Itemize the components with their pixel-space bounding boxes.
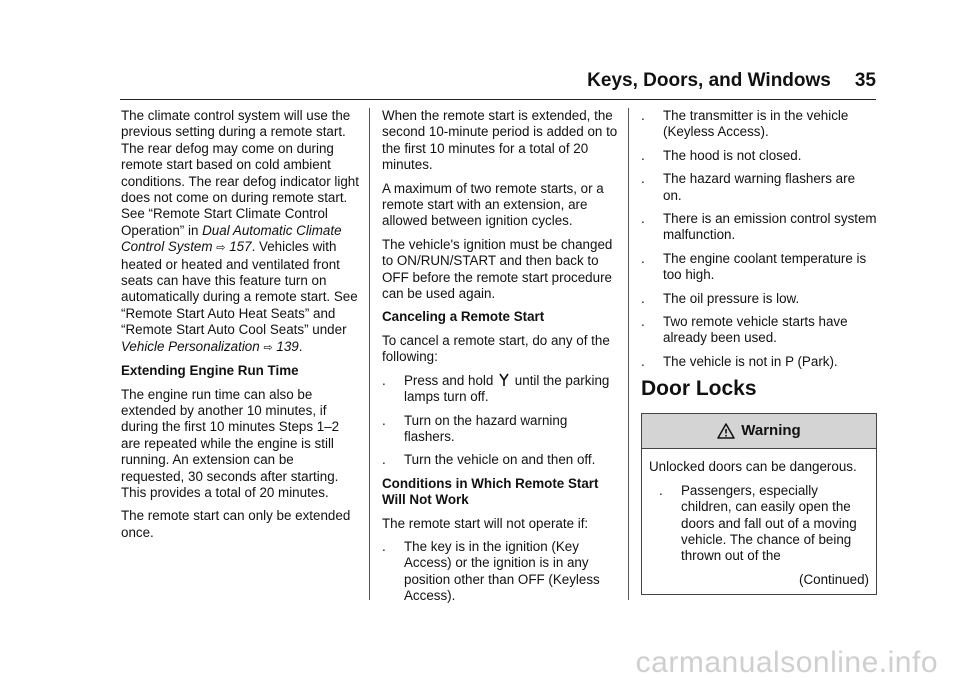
- warning-box: [641, 413, 877, 595]
- list-item: . Turn the vehicle on and then off.: [382, 452, 596, 468]
- column-divider: [628, 108, 629, 600]
- paragraph: When the remote start is extended, the second 10-minute period is added on to the first 10 minutes for a total of 20 minutes.: [382, 108, 618, 173]
- warning-body: [642, 449, 876, 594]
- page-number: 35: [854, 70, 876, 91]
- remote-start-icon: [499, 373, 509, 387]
- paragraph: The vehicle's ignition must be changed to ON/RUN/START and then back to OFF before the remote start procedure can be used again.: [382, 236, 613, 302]
- paragraph: The remote start will not operate if:: [382, 515, 589, 531]
- header-rule: [120, 99, 876, 100]
- list-item: . The key is in the ignition (Key Access) or the ignition is in any position other than OFF (Keyless Access).: [382, 538, 600, 604]
- warning-intro: Unlocked doors can be dangerous.: [649, 459, 857, 475]
- list-item: . The vehicle is not in P (Park).: [641, 353, 838, 369]
- list-item: . The hazard warning flashers are on.: [641, 171, 856, 203]
- list-item: . Passengers, especially children, can easily open the doors and fall out of a moving vehicle. The chance of being thrown out of the: [659, 482, 857, 564]
- list-item: . Turn on the hazard warning flashers.: [382, 412, 568, 444]
- paragraph: The climate control system will use the previous setting during a remote start. The rear defog may come on during remote start based on cold ambient conditions. The rear defog indicator light does not come on during remote start. See “Remote Start Climate Control Operation” in Dual Automatic Climate Control System ⇨ 157. Vehicles with heated or heated and ventilated front seats can have this feature turn on automatically during a remote start. See “Remote Start Auto Heat Seats” and “Remote Start Auto Cool Seats” under Vehicle Personalization ⇨ 139.: [121, 108, 359, 354]
- column-2: [382, 108, 618, 612]
- page-ref-arrow-icon: ⇨: [216, 242, 226, 255]
- list-item: . The oil pressure is low.: [641, 290, 800, 306]
- xref-climate-control[interactable]: Dual Automatic Climate Control System ⇨ 157: [121, 222, 342, 255]
- section-title: Keys, Doors, and Windows: [587, 70, 831, 91]
- section-heading-door-locks: Door Locks: [641, 377, 757, 401]
- page-ref-arrow-icon: ⇨: [263, 341, 273, 354]
- column-divider: [369, 108, 370, 600]
- paragraph: The engine run time can also be extended by another 10 minutes, if during the first 10 minutes Steps 1–2 are repeated while the engine is still running. An extension can be requested, 30 seconds after starting. This provides a total of 20 minutes.: [121, 386, 340, 500]
- warning-header: [642, 414, 876, 449]
- subheading-canceling: Canceling a Remote Start: [382, 309, 545, 325]
- list-item: . Press and hold until the parking lamps turn off.: [382, 372, 610, 405]
- list-item: . Two remote vehicle starts have already been used.: [641, 314, 848, 346]
- subheading-conditions: Conditions in Which Remote Start Will Not Work: [382, 475, 599, 508]
- list-item: . There is an emission control system malfunction.: [641, 211, 877, 243]
- column-3: [641, 108, 877, 595]
- list-item: . The engine coolant temperature is too high.: [641, 250, 867, 283]
- paragraph: To cancel a remote start, do any of the following:: [382, 332, 610, 365]
- column-1: [121, 108, 359, 548]
- paragraph: A maximum of two remote starts, or a remote start with an extension, are allowed between ignition cycles.: [382, 180, 604, 229]
- list-item: . The transmitter is in the vehicle (Keyless Access).: [641, 108, 849, 140]
- warning-title: Warning: [741, 422, 801, 440]
- list-item: . The hood is not closed.: [641, 147, 802, 163]
- warning-icon: [717, 423, 735, 439]
- paragraph: The remote start can only be extended once.: [121, 508, 351, 540]
- page-header: [0, 70, 876, 92]
- watermark: carmanualsonline.info: [635, 646, 938, 679]
- subheading-extending: Extending Engine Run Time: [121, 363, 299, 379]
- continued-label: (Continued): [799, 571, 869, 587]
- xref-vehicle-personalization[interactable]: Vehicle Personalization ⇨ 139: [121, 338, 299, 354]
